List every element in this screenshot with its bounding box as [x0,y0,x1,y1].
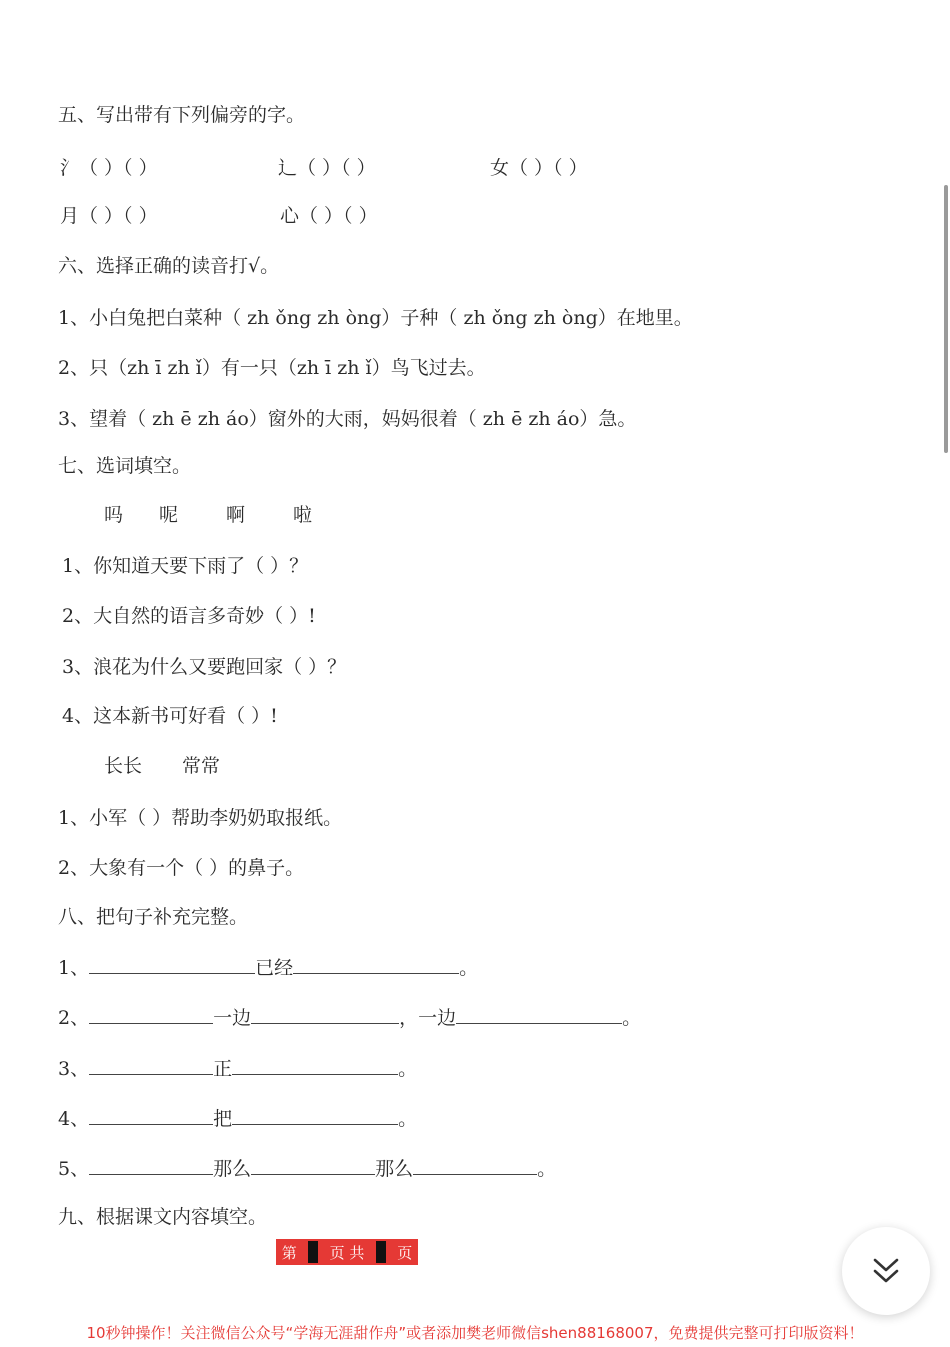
item-number: 4、 [58,1108,90,1130]
blank-line [89,1056,213,1075]
section7-question-3: 3、浪花为什么又要跑回家（ ）？ [62,656,347,678]
period: 。 [622,1007,642,1029]
section9-title: 九、根据课文内容填空。 [58,1206,268,1228]
item-number: 5、 [58,1158,90,1180]
fill-word: 已经 [255,957,294,979]
fill-word: 那么 [375,1158,414,1180]
promo-banner-text: 10秒钟操作！关注微信公众号“学海无涯甜作舟”或者添加樊老师微信shen88168007，免费提供完整可打印版资料！ [86,1324,864,1342]
page-number-redacted [308,1241,318,1263]
page-label: 页 共 [329,1243,365,1262]
item-number: 1、 [58,957,90,979]
period: 。 [398,1058,418,1080]
section6-question-1: 1、小白兔把白菜种（ zh ǒng zh òng）子种（ zh ǒng zh òng）在地里。 [58,307,693,329]
period: 。 [537,1158,557,1180]
word-bank-2 [104,751,220,778]
section6-question-2: 2、只（zh ī zh ǐ）有一只（zh ī zh ǐ）鸟飞过去。 [58,357,486,379]
item-number: 2、 [58,1007,90,1029]
blank-line [232,1106,398,1125]
blank-line [456,1005,622,1024]
section8-title: 八、把句子补充完整。 [58,906,249,928]
radical-item-walk: 辶（ ）（ ） [278,157,376,179]
section7-question-6: 2、大象有一个（ ）的鼻子。 [58,857,305,879]
double-chevron-down-icon [869,1254,903,1288]
blank-line [89,955,255,974]
word-bank-item: 啦 [293,504,313,526]
blank-line [293,955,459,974]
blank-line [413,1156,537,1175]
blank-line [251,1156,375,1175]
radical-item-heart: 心（ ）（ ） [280,205,378,227]
section7-question-4: 4、这本新书可好看（ ）! [62,705,278,727]
word-bank-item: 啊 [226,504,246,526]
page-total-redacted [376,1241,386,1263]
fill-sentence-4 [58,1104,417,1131]
page-label: 第 [281,1243,297,1262]
blank-line [89,1156,213,1175]
section6-title: 六、选择正确的读音打√。 [58,255,280,277]
period: 。 [398,1108,418,1130]
section6-question-3: 3、望着（ zh ē zh áo）窗外的大雨，妈妈很着（ zh ē zh áo）急。 [58,408,637,430]
blank-line [89,1106,213,1125]
item-number: 3、 [58,1058,90,1080]
period: 。 [459,957,479,979]
fill-sentence-5 [58,1154,556,1181]
fill-word: 正 [213,1058,233,1080]
radical-item-female: 女（ ）（ ） [490,157,588,179]
fill-word: 一边 [213,1007,252,1029]
blank-line [232,1056,398,1075]
section7-question-1: 1、你知道天要下雨了（ ）？ [62,555,309,577]
word-bank-1 [104,500,312,527]
scrollbar-thumb[interactable] [944,185,948,453]
word-bank-item: 常常 [182,755,221,777]
fill-sentence-1 [58,953,478,980]
blank-line [251,1005,399,1024]
word-bank-item: 吗 [104,504,124,526]
fill-word: 把 [213,1108,233,1130]
page-number-tag [276,1239,418,1265]
fill-word: ，一边 [399,1007,457,1029]
section7-question-2: 2、大自然的语言多奇妙（ ）! [62,605,316,627]
section5-title: 五、写出带有下列偏旁的字。 [58,104,306,126]
section7-title: 七、选词填空。 [58,455,192,477]
word-bank-item: 呢 [159,504,179,526]
section7-question-5: 1、小军（ ）帮助李奶奶取报纸。 [58,807,343,829]
fill-word: 那么 [213,1158,252,1180]
word-bank-item: 长长 [104,755,143,777]
radical-item-water: 氵（ ）（ ） [60,157,158,179]
page-label: 页 [397,1243,413,1262]
scroll-down-button[interactable] [842,1227,930,1315]
radical-item-moon: 月（ ）（ ） [60,205,158,227]
fill-sentence-3 [58,1054,417,1081]
fill-sentence-2 [58,1003,641,1030]
blank-line [89,1005,213,1024]
